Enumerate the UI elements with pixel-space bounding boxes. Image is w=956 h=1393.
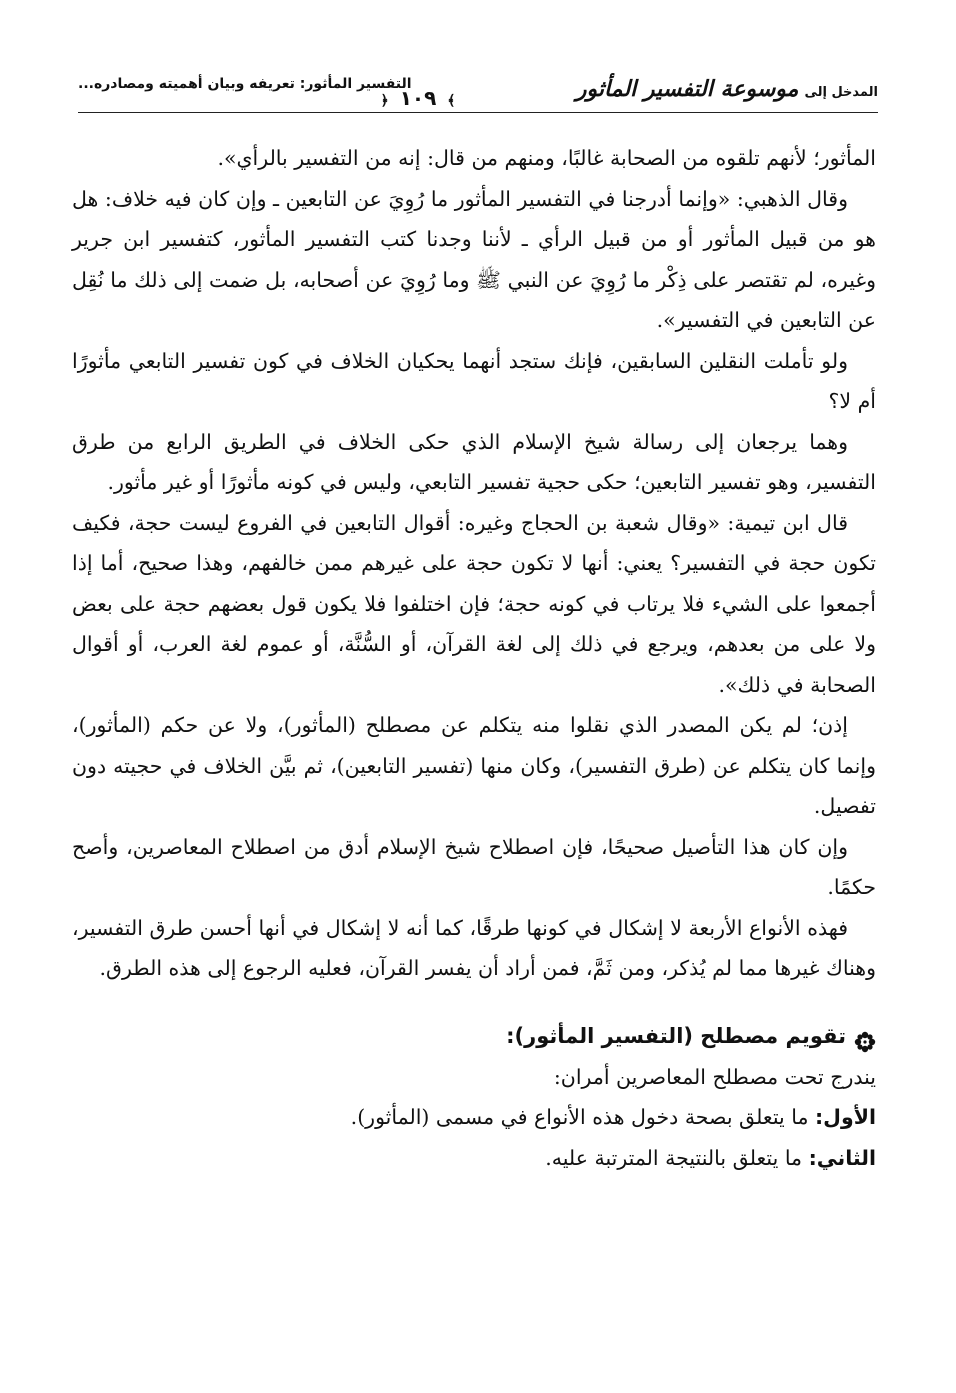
list-item-text: ما يتعلق بالنتيجة المترتبة عليه. (545, 1145, 809, 1170)
page-body (72, 138, 876, 1178)
section-heading (72, 1015, 876, 1057)
paragraph: وهما يرجعان إلى رسالة شيخ الإسلام الذي حكى الخلاف في الطريق الرابع من طرق التفسير، وهو تفسير التابعين؛ حكى حجية تفسير التابعي، وليس في كونه مأثورًا أو غير مأثور. (72, 429, 876, 494)
page-number: ١٠٩ (399, 86, 437, 110)
running-header (78, 70, 878, 118)
ornament-right: ﴾ (447, 93, 456, 109)
list-item-text: ما يتعلق بصحة دخول هذه الأنواع في مسمى (المأثور). (350, 1105, 815, 1129)
paragraph: قال ابن تيمية: «وقال شعبة بن الحجاج وغيره: أقوال التابعين في الفروع ليست حجة، فكيف تكون حجة في التفسير؟ يعني: أنها لا تكون حجة على غيرهم ممن خالفهم، وهذا صحيح، أما إذا أجمعوا على الشيء فلا يرتاب في كونه حجة؛ فإن اختلفوا فلا يكون قول بعضهم حجة على بعض ولا على من بعدهم، ويرجع في ذلك إلى لغة القرآن، أو السُّنَّة، أو عموم لغة العرب، أو أقوال الصحابة في ذلك». (72, 510, 876, 697)
paragraph: إذن؛ لم يكن المصدر الذي نقلوا منه يتكلم عن مصطلح (المأثور)، ولا عن حكم (المأثور)، وإنما كان يتكلم عن (طرق التفسير)، وكان منها (تفسير التابعين)، ثم بيَّن الخلاف في حجيته دون تفصيل. (72, 713, 876, 818)
ornament-left: ﴿ (380, 93, 389, 109)
paragraph: وإن كان هذا التأصيل صحيحًا، فإن اصطلاح شيخ الإسلام أدق من اصطلاح المعاصرين، وأصح حكمًا. (72, 834, 876, 899)
flower-icon (854, 1025, 876, 1047)
list-item (72, 1138, 876, 1179)
header-divider (78, 112, 878, 113)
list-item-term: الثاني: (808, 1145, 876, 1170)
paragraph: وقال الذهبي: «وإنما أدرجنا في التفسير المأثور ما رُوِيَ عن التابعين ـ وإن كان فيه خلاف: هل هو من قبيل المأثور أو من قبيل الرأي ـ لأننا وجدنا كتب التفسير المأثور، كتفسير ابن جرير وغيره، لم تقتصر على ذِكْر ما رُوِيَ عن النبي ﷺ وما رُوِيَ عن أصحابه، بل ضمت إلى ذلك ما نُقِل عن التابعين في التفسير». (72, 186, 876, 332)
paragraph: ولو تأملت النقلين السابقين، فإنك ستجد أنهما يحكيان الخلاف في كون تفسير التابعي مأثورًا أم لا؟ (72, 348, 876, 413)
section-intro: يندرج تحت مصطلح المعاصرين أمران: (553, 1064, 876, 1089)
paragraph: فهذه الأنواع الأربعة لا إشكال في كونها طرقًا، كما أنه لا إشكال في أنها أحسن طرق التفسير، وهناك غيرها مما لم يُذكر، ومن ثَمَّ، فمن أراد أن يفسر القرآن، فعليه الرجوع إلى هذه الطرق. (72, 915, 876, 980)
list-item-term: الأول: (814, 1105, 876, 1129)
chapter-title: التفسير المأثور: تعريفه وبيان أهميته ومصادره... (78, 76, 412, 92)
section-heading-text: تقويم مصطلح (التفسير المأثور): (506, 1023, 846, 1048)
book-title-prefix: المدخل إلى (804, 85, 878, 100)
paragraph: المأثور؛ لأنهم تلقوه من الصحابة غالبًا، ومنهم من قال: إنه من التفسير بالرأي». (217, 146, 876, 170)
list-item (72, 1097, 876, 1138)
book-logo: موسوعة التفسير المأثور (575, 76, 799, 102)
